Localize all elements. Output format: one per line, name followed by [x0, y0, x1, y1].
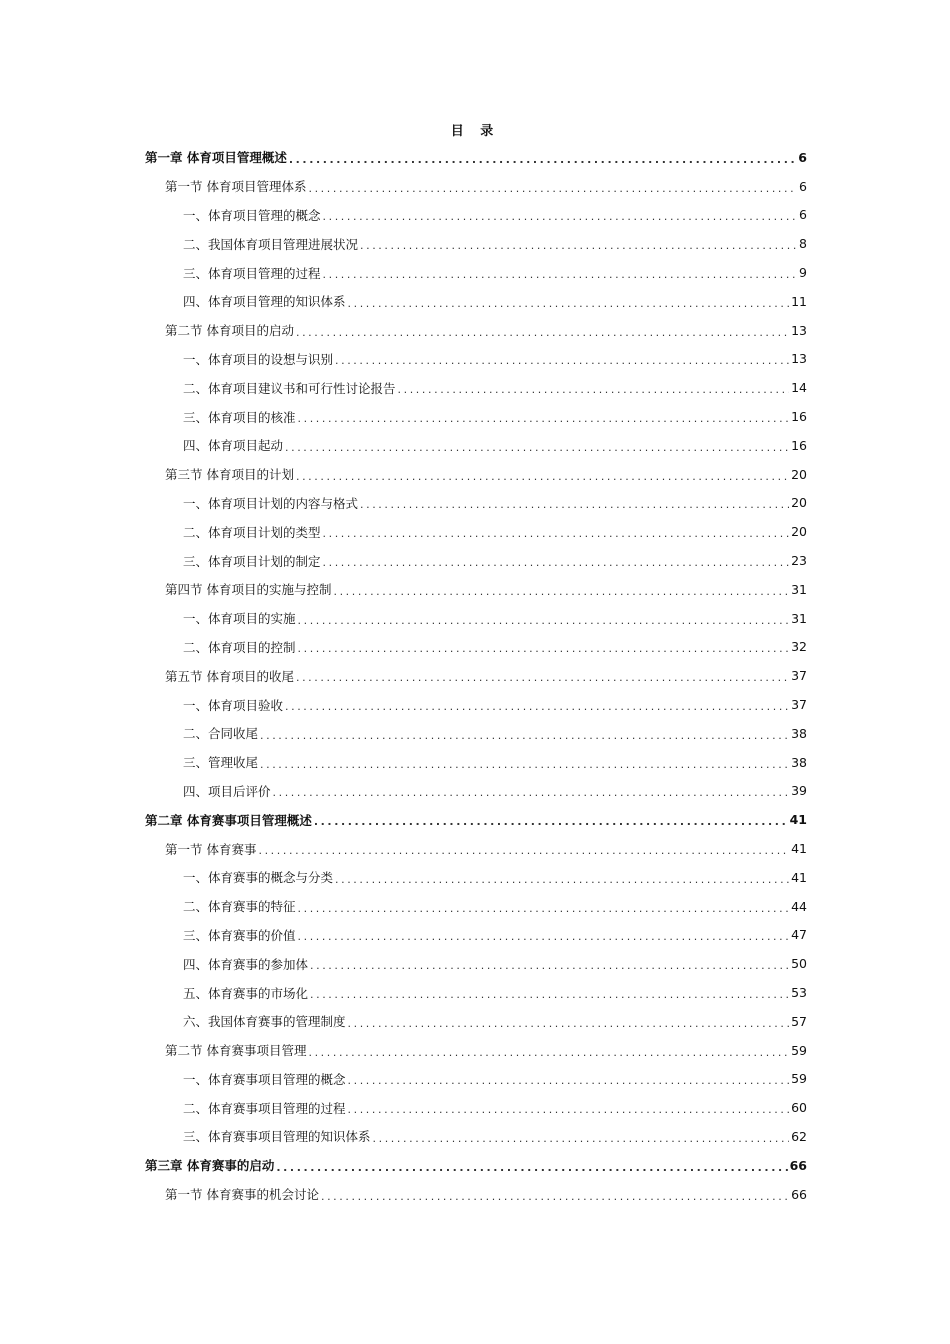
toc-page-number: 53: [791, 985, 807, 1000]
toc-entry-label: 四、项目后评价: [183, 783, 271, 799]
toc-entry-label: 二、体育赛事项目管理的过程: [183, 1100, 346, 1116]
dot-leader: [285, 701, 789, 712]
toc-page-number: 16: [791, 409, 807, 425]
toc-entry-label: 五、体育赛事的市场化: [183, 985, 309, 1001]
toc-subsection-entry[interactable]: [145, 1122, 807, 1151]
toc-entry-label: 第二节 体育项目的启动: [165, 323, 294, 339]
dot-leader: [308, 183, 797, 194]
toc-page-number: 31: [791, 581, 807, 597]
toc-entry-label: 三、体育项目计划的制定: [183, 553, 321, 569]
toc-section-entry[interactable]: [145, 661, 807, 690]
toc-chapter-entry[interactable]: [145, 805, 807, 834]
toc-subsection-entry[interactable]: [145, 546, 807, 575]
toc-subsection-entry[interactable]: [145, 201, 807, 230]
toc-subsection-entry[interactable]: [145, 1007, 807, 1036]
toc-page-number: 6: [798, 149, 807, 165]
toc-page-number: 14: [791, 380, 807, 396]
dot-leader: [335, 874, 789, 885]
toc-entry-label: 一、体育赛事项目管理的概念: [183, 1071, 346, 1087]
toc-subsection-entry[interactable]: [145, 777, 807, 806]
toc-subsection-entry[interactable]: [145, 892, 807, 921]
dot-leader: [310, 960, 789, 971]
dot-leader: [298, 931, 790, 942]
dot-leader: [298, 643, 790, 654]
toc-subsection-entry[interactable]: [145, 402, 807, 431]
toc-entry-label: 一、体育赛事的概念与分类: [183, 870, 334, 886]
dot-leader: [398, 384, 790, 395]
toc-section-entry[interactable]: [145, 834, 807, 863]
dot-leader: [273, 787, 790, 798]
toc-section-entry[interactable]: [145, 1036, 807, 1065]
dot-leader: [296, 471, 789, 482]
toc-page-number: 38: [791, 754, 807, 770]
toc-subsection-entry[interactable]: [145, 949, 807, 978]
toc-entry-label: 六、我国体育赛事的管理制度: [183, 1014, 346, 1030]
toc-entry-label: 二、合同收尾: [183, 726, 259, 742]
toc-title: 目 录: [450, 124, 500, 139]
dot-leader: [260, 759, 789, 770]
toc-page-number: 6: [799, 178, 807, 194]
toc-page-number: 37: [791, 668, 807, 684]
toc-page-number: 62: [791, 1128, 807, 1144]
toc-entry-label: 四、体育项目管理的知识体系: [183, 294, 346, 310]
toc-entry-label: 三、体育项目管理的过程: [183, 265, 321, 281]
toc-subsection-entry[interactable]: [145, 431, 807, 460]
toc-section-entry[interactable]: [145, 172, 807, 201]
toc-chapter-entry[interactable]: [145, 143, 807, 172]
toc-page-number: 38: [791, 725, 807, 741]
toc-page-number: 23: [791, 553, 807, 569]
dot-leader: [296, 672, 789, 683]
dot-leader: [348, 1018, 790, 1029]
toc-page-number: 47: [791, 927, 807, 943]
dot-leader: [298, 615, 790, 626]
toc-entry-label: 第三节 体育项目的计划: [165, 467, 294, 483]
dot-leader: [296, 327, 789, 338]
dot-leader: [260, 730, 789, 741]
toc-page-number: 50: [791, 956, 807, 972]
toc-chapter-entry[interactable]: [145, 1151, 807, 1180]
dot-leader: [373, 1133, 790, 1144]
toc-subsection-entry[interactable]: [145, 373, 807, 402]
toc-page-number: 9: [799, 265, 807, 281]
toc-page-number: 20: [791, 466, 807, 482]
dot-leader: [276, 1162, 787, 1173]
toc-subsection-entry[interactable]: [145, 229, 807, 258]
toc-page-number: 20: [791, 524, 807, 540]
toc-entry-label: 第二节 体育赛事项目管理: [165, 1043, 307, 1059]
toc-page-number: 11: [791, 293, 807, 309]
toc-page-number: 13: [791, 351, 807, 367]
dot-leader: [298, 903, 790, 914]
toc-entry-label: 四、体育项目起动: [183, 438, 284, 454]
toc-entry-label: 四、体育赛事的参加体: [183, 956, 309, 972]
dot-leader: [348, 1104, 790, 1115]
toc-page-number: 31: [791, 610, 807, 626]
dot-leader: [285, 442, 789, 453]
toc-page-number: 44: [791, 898, 807, 914]
toc-page-number: 20: [791, 495, 807, 511]
toc-entry-label: 第一节 体育赛事: [165, 841, 257, 857]
toc-subsection-entry[interactable]: [145, 489, 807, 518]
toc-page-number: 59: [791, 1042, 807, 1058]
toc-subsection-entry[interactable]: [145, 748, 807, 777]
toc-section-entry[interactable]: [145, 575, 807, 604]
toc-entry-label: 二、体育项目建议书和可行性讨论报告: [183, 380, 396, 396]
toc-page-number: 66: [791, 1186, 807, 1202]
dot-leader: [323, 269, 798, 280]
toc-page-number: 41: [791, 869, 807, 885]
toc-subsection-entry[interactable]: [145, 690, 807, 719]
toc-page-number: 39: [791, 783, 807, 799]
table-of-contents: [145, 143, 807, 1208]
toc-subsection-entry[interactable]: [145, 863, 807, 892]
dot-leader: [323, 557, 790, 568]
toc-subsection-entry[interactable]: [145, 1065, 807, 1094]
toc-page-number: 41: [789, 812, 807, 828]
toc-subsection-entry[interactable]: [145, 604, 807, 633]
dot-leader: [335, 355, 789, 366]
toc-subsection-entry[interactable]: [145, 633, 807, 662]
toc-subsection-entry[interactable]: [145, 978, 807, 1007]
toc-entry-label: 第三章 体育赛事的启动: [145, 1158, 275, 1174]
toc-subsection-entry[interactable]: [145, 921, 807, 950]
toc-page-number: 16: [791, 437, 807, 453]
dot-leader: [333, 586, 789, 597]
toc-entry-label: 二、体育项目的控制: [183, 639, 296, 655]
dot-leader: [348, 1075, 790, 1086]
toc-entry-label: 一、体育项目的实施: [183, 611, 296, 627]
toc-entry-label: 三、体育赛事的价值: [183, 927, 296, 943]
toc-page-number: 32: [791, 639, 807, 655]
toc-page-number: 8: [799, 236, 807, 252]
dot-leader: [289, 154, 796, 165]
toc-entry-label: 一、体育项目计划的内容与格式: [183, 495, 359, 511]
toc-page-number: 57: [791, 1013, 807, 1029]
toc-entry-label: 第一节 体育项目管理体系: [165, 179, 307, 195]
toc-entry-label: 一、体育项目验收: [183, 697, 284, 713]
toc-entry-label: 一、体育项目的设想与识别: [183, 351, 334, 367]
toc-section-entry[interactable]: [145, 1180, 807, 1209]
dot-leader: [310, 989, 789, 1000]
toc-entry-label: 第四节 体育项目的实施与控制: [165, 582, 332, 598]
toc-subsection-entry[interactable]: [145, 1093, 807, 1122]
dot-leader: [308, 1047, 789, 1058]
dot-leader: [298, 413, 790, 424]
toc-subsection-entry[interactable]: [145, 719, 807, 748]
toc-subsection-entry[interactable]: [145, 287, 807, 316]
toc-page-number: 6: [799, 207, 807, 223]
dot-leader: [321, 1191, 789, 1202]
dot-leader: [360, 240, 797, 251]
toc-section-entry[interactable]: [145, 460, 807, 489]
dot-leader: [323, 528, 790, 539]
dot-leader: [323, 211, 798, 222]
toc-page-number: 66: [789, 1157, 807, 1173]
dot-leader: [360, 499, 789, 510]
toc-subsection-entry[interactable]: [145, 258, 807, 287]
toc-entry-label: 三、体育项目的核准: [183, 409, 296, 425]
toc-section-entry[interactable]: [145, 316, 807, 345]
toc-entry-label: 二、体育项目计划的类型: [183, 524, 321, 540]
toc-page-number: 60: [791, 1100, 807, 1116]
toc-entry-label: 第五节 体育项目的收尾: [165, 668, 294, 684]
toc-page-number: 37: [791, 697, 807, 713]
toc-page-number: 13: [791, 322, 807, 338]
toc-page-number: 41: [791, 841, 807, 857]
toc-entry-label: 三、体育赛事项目管理的知识体系: [183, 1129, 371, 1145]
dot-leader: [348, 298, 790, 309]
toc-entry-label: 二、体育赛事的特征: [183, 899, 296, 915]
dot-leader: [258, 845, 789, 856]
toc-entry-label: 二、我国体育项目管理进展状况: [183, 236, 359, 252]
toc-entry-label: 第一章 体育项目管理概述: [145, 150, 287, 166]
toc-subsection-entry[interactable]: [145, 345, 807, 374]
toc-entry-label: 三、管理收尾: [183, 755, 259, 771]
toc-entry-label: 一、体育项目管理的概念: [183, 207, 321, 223]
toc-entry-label: 第二章 体育赛事项目管理概述: [145, 812, 312, 828]
toc-entry-label: 第一节 体育赛事的机会讨论: [165, 1187, 319, 1203]
toc-page-number: 59: [791, 1071, 807, 1087]
dot-leader: [314, 816, 788, 827]
toc-subsection-entry[interactable]: [145, 517, 807, 546]
